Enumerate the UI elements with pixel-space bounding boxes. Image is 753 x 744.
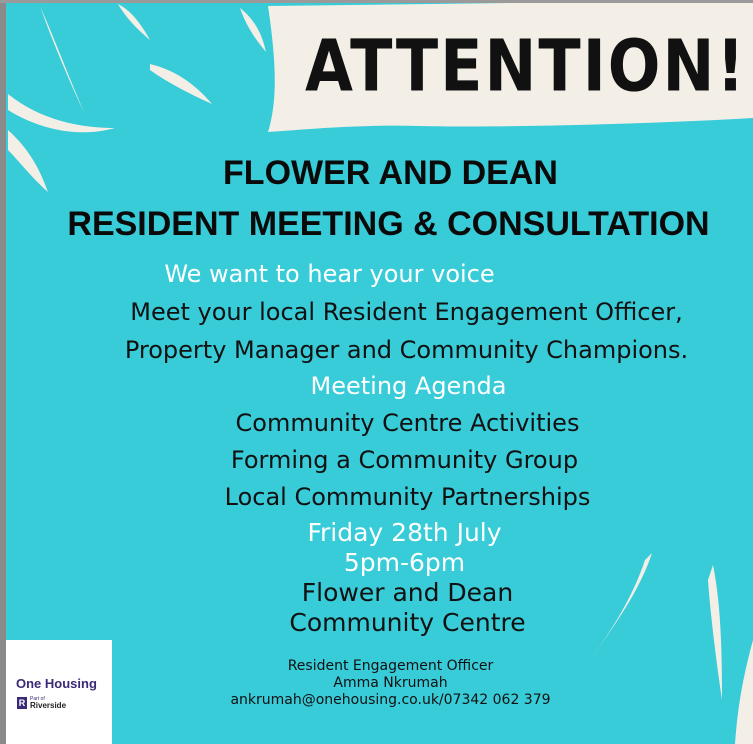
agenda-item: Forming a Community Group (230, 446, 579, 474)
contact-name: Amma Nkrumah (333, 675, 448, 691)
venue-line-1: Flower and Dean (301, 578, 514, 607)
intro-line-2: Property Manager and Community Champions. (124, 336, 689, 364)
top-edge (0, 0, 753, 3)
tagline: We want to hear your voice (164, 260, 495, 288)
brush-stroke-top-left-6 (240, 8, 266, 52)
attention-heading: ATTENTION! (305, 24, 747, 108)
event-date: Friday 28th July (307, 518, 502, 547)
brush-stroke-top-left-3 (8, 94, 115, 132)
brush-stroke-top-left-5 (150, 64, 212, 104)
riverside-icon: R (18, 698, 26, 708)
logo-parent: Riverside (30, 701, 67, 710)
left-edge (0, 0, 6, 744)
contact-details: ankrumah@onehousing.co.uk/07342 062 379 (230, 692, 551, 708)
contact-role: Resident Engagement Officer (287, 658, 494, 674)
agenda-item: Local Community Partnerships (224, 483, 591, 511)
brush-stroke-top-left-2 (118, 4, 150, 40)
one-housing-logo (6, 640, 112, 744)
agenda-item: Community Centre Activities (235, 409, 580, 437)
venue-line-2: Community Centre (289, 608, 526, 637)
agenda-heading: Meeting Agenda (310, 372, 507, 400)
event-time: 5pm-6pm (343, 548, 466, 577)
logo-name: One Housing (16, 676, 97, 691)
intro-line-1: Meet your local Resident Engagement Officer, (130, 298, 683, 326)
brush-stroke-top-left-1 (40, 6, 84, 112)
title-line-1: FLOWER AND DEAN (223, 154, 558, 192)
title-line-2: RESIDENT MEETING & CONSULTATION (67, 205, 710, 243)
logo-part-of: Part of (30, 696, 45, 702)
